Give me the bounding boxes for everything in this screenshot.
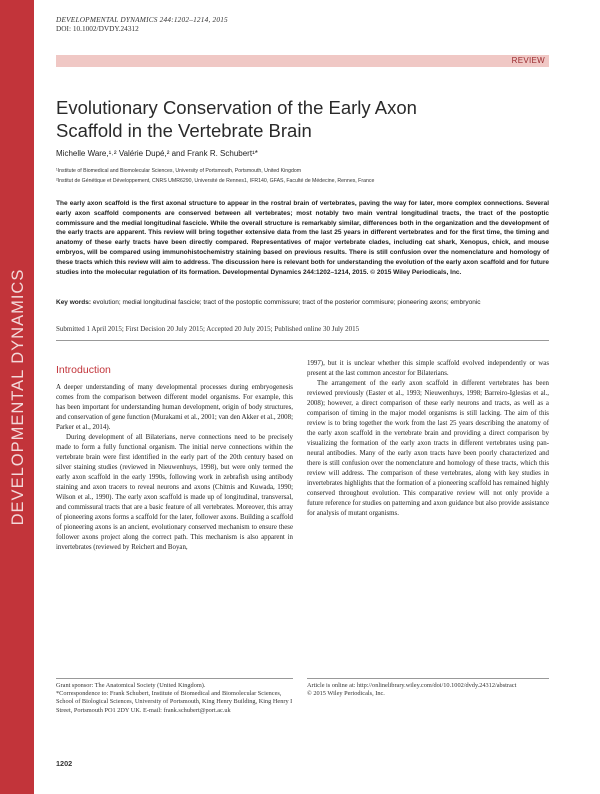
footnote: Grant sponsor: The Anatomical Society (United Kingdom).: [56, 682, 206, 689]
affiliation: ¹Institute of Biomedical and Biomolecular Sciences, University of Portsmouth, Portsmouth, United Kingdom: [56, 168, 302, 174]
author-list: Michelle Ware,¹˒² Valérie Dupé,² and Frank R. Schubert¹*: [56, 149, 258, 158]
abstract: The early axon scaffold is the first axonal structure to appear in the rostral brain of vertebrates, paving the way for later, more complex connections. Several early axon scaffold components are conserved between all vertebrates; most notably two main ventral longitudinal tracts, the tract of the postoptic commissure and the medial longitudinal fascicle. While the overall structure is remarkably similar, differences both in the organization and the development of the early tracts are apparent. This review will bring together extensive data from the last 25 years in different vertebrates and for the first time, the timing and anatomy of these early tracts have been directly compared. Representatives of major vertebrate clades, including cat shark, Xenopus, chick, and mouse embryos, will be compared using immunohistochemistry staining based on previous results. There is still confusion over the nomenclature and homology of these tracts which this review will aim to address. The discussion here is relevant both for understanding the evolution of the early axon scaffold and for future studies into the molecular regulation of its formation. Developmental Dynamics 244:1202–1214, 2015. © 2015 Wiley Periodicals, Inc.: [56, 200, 549, 276]
title-line: Evolutionary Conservation of the Early Axon: [56, 97, 417, 118]
article-title: [56, 96, 536, 142]
article-type-label: REVIEW: [511, 56, 545, 65]
grant-and-correspondence: [56, 682, 293, 715]
journal-citation: DEVELOPMENTAL DYNAMICS 244:1202–1214, 2015: [56, 15, 228, 24]
keywords: [56, 298, 549, 308]
body-column-left: [56, 383, 293, 553]
body-column-right: [307, 359, 549, 519]
paragraph: During development of all Bilaterians, nerve connections need to be precisely made to form a fully functional organism. The initial nerve connections within the vertebrate brain were first identified in the early part of the 20th century based on silver staining studies (reviewed in Nieuwenhuys, 1998), but were only termed the early axon scaffold in the early 1990s, following work in zebrafish using antibody staining and axon tracers to reveal neurons and axons (Chitnis and Kuwada, 1990; Wilson et al., 1990). The early axon scaffold is made up of longitudinal, transversal, and commissural tracts that are a basic feature of all vertebrates. Moreover, this array of pioneering axons forms a scaffold for the later, follower axons. Building a scaffold of pioneering axons is an ancient, evolutionary conserved mechanism to ensure these follower axons project along the correct path. This mechanism is also apparent in invertebrates (reviewed by Reichert and Boyan,: [56, 434, 293, 551]
section-heading: Introduction: [56, 364, 111, 376]
footnote: *Correspondence to: Frank Schubert, Institute of Biomedical and Biomolecular Sciences, School of Biological Sciences, University of Portsmouth, King Henry Building, King Henry I Street, Portsmouth PO1 2DY UK. E-mail: frank.schubert@port.ac.uk: [56, 690, 293, 714]
submission-dates: Submitted 1 April 2015; First Decision 20 July 2015; Accepted 20 July 2015; Published online 30 July 2015: [56, 325, 360, 333]
footnote: Article is online at: http://onlinelibrary.wiley.com/doi/10.1002/dvdy.24312/abstract: [307, 682, 517, 689]
paragraph: 1997), but it is unclear whether this simple scaffold evolved independently or was present at the last common ancestor for Bilaterians.: [307, 360, 549, 377]
divider: [56, 678, 293, 679]
footnote: © 2015 Wiley Periodicals, Inc.: [307, 690, 385, 698]
keywords-label: Key words:: [56, 299, 92, 306]
journal-sidebar: [0, 0, 34, 794]
divider: [56, 340, 549, 341]
paragraph: A deeper understanding of many developmental processes during embryogenesis comes from the comparison between different model organisms. For example, this has been important for understanding human development, origin of body structures, and conservation of gene function (Murakami et al., 2001; van den Akker et al., 2008; Parker et al., 2014).: [56, 384, 293, 431]
affiliations: [56, 166, 549, 186]
title-line: Scaffold in the Vertebrate Brain: [56, 120, 312, 141]
divider: [307, 678, 549, 679]
doi: DOI: 10.1002/DVDY.24312: [56, 24, 139, 33]
article-online-note: [307, 682, 549, 698]
sidebar-journal-name: DEVELOPMENTAL DYNAMICS: [9, 268, 27, 526]
page-number: 1202: [56, 759, 73, 768]
running-header: [56, 15, 228, 33]
keywords-text: evolution; medial longitudinal fascicle; tract of the postoptic commissure; tract of the posterior commisure; pioneering axons; embryonic: [91, 299, 481, 306]
paragraph: The arrangement of the early axon scaffold in different vertebrates has been reviewed previously (Easter et al., 1993; Nieuwenhuys, 1998; Barreiro-Iglesias et al., 2008); however, a direct comparison of these early neurons and tracts, as well as a comparison of timing in the major model organisms is still lacking. The aim of this review is to bring together the work from the last 25 years describing the anatomy of the early axon scaffold in the vertebrate brain and providing a direct comparison by visualizing the formation of the early axon tracts in different vertebrates using pan-neural antibodies. Many of the early axon tracts have been poorly characterized and there is still confusion over the nomenclature and homology of these tracts, which this review will address. The comparison of these vertebrates, along with key studies in invertebrates highlights that the formation of a pioneering scaffold has remained highly conserved throughout evolution. This comparative review will not only provide a future reference for studies on patterning and axon guidance but also provide assistance for analysis of mutant organisms.: [307, 380, 549, 517]
affiliation: ²Institut de Génétique et Développement, CNRS UMR6290, Université de Rennes1, IFR140, GFAS, Faculté de Médecine, Rennes, France: [56, 178, 375, 184]
review-band: [56, 55, 549, 67]
